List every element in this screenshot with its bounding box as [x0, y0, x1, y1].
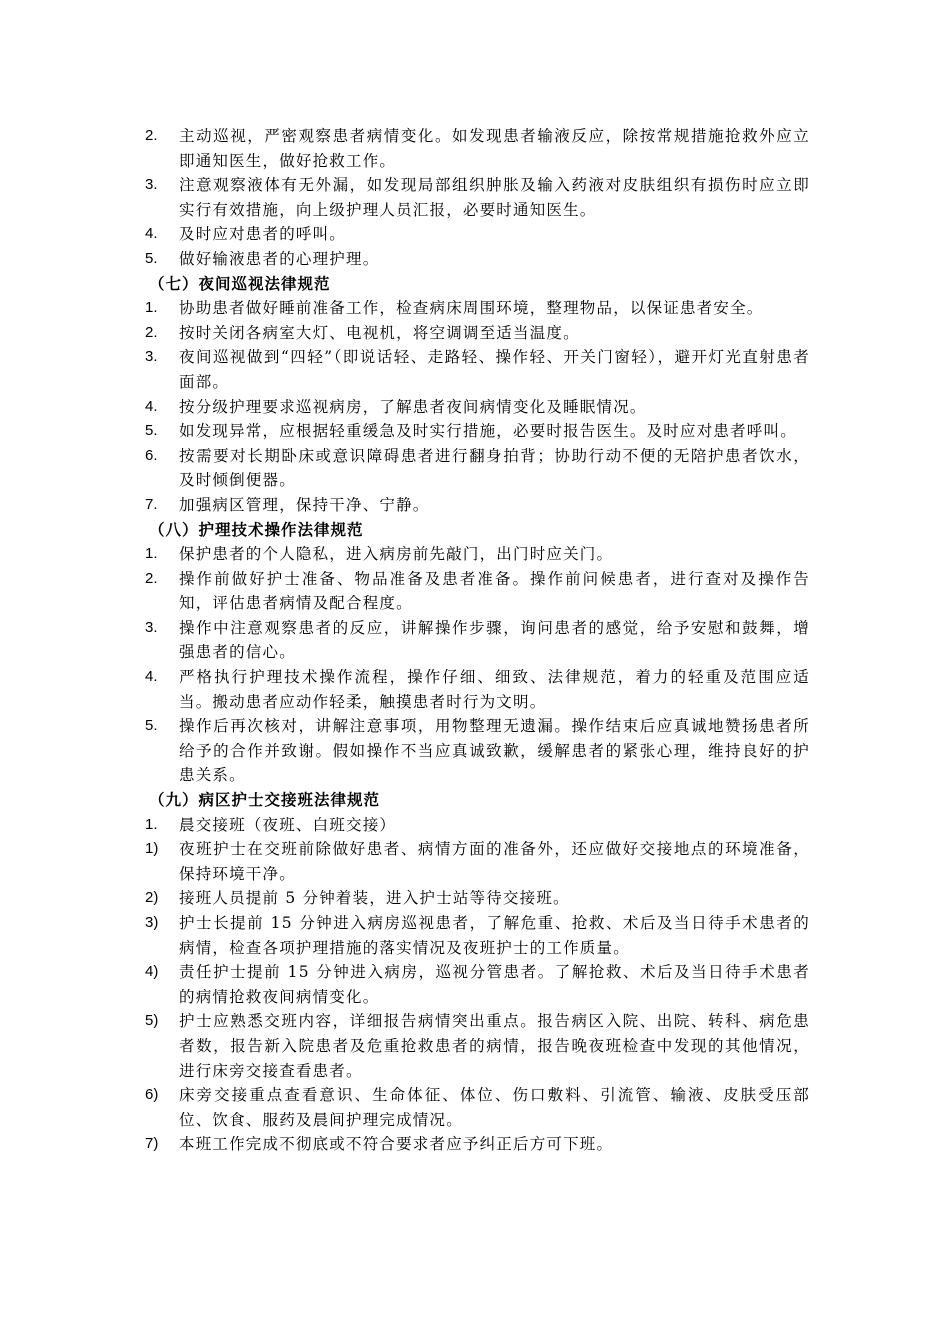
- list-item: [145, 665, 810, 714]
- item-text: 操作后再次核对，讲解注意事项，用物整理无遗漏。操作结束后应真诚地赞扬患者所给予的合作并致谢。假如操作不当应真诚致歉，缓解患者的紧张心理，维持良好的护患关系。: [179, 717, 810, 785]
- item-text: 加强病区管理，保持干净、宁静。: [179, 495, 430, 514]
- item-text: 操作前做好护士准备、物品准备及患者准备。操作前问候患者，进行查对及操作告知，评估患者病情及配合程度。: [179, 569, 810, 613]
- list-item: [145, 345, 810, 394]
- list-item: [145, 395, 810, 420]
- list-item: [145, 493, 810, 518]
- item-number: 7.: [145, 495, 158, 513]
- item-number: 3.: [145, 176, 158, 194]
- item-number: 4): [145, 963, 159, 981]
- section-shift-handover: [145, 788, 810, 1157]
- list-item: [145, 1132, 810, 1157]
- section-heading: （八）护理技术操作法律规范: [149, 520, 364, 539]
- item-number: 2.: [145, 323, 158, 341]
- section-heading: （九）病区护士交接班法律规范: [149, 791, 381, 810]
- list-item: [145, 960, 810, 1009]
- item-text: 保护患者的个人隐私，进入病房前先敲门，出门时应关门。: [179, 545, 614, 564]
- item-text: 做好输液患者的心理护理。: [179, 249, 380, 268]
- item-number: 5): [145, 1012, 159, 1030]
- item-number: 2.: [145, 127, 158, 144]
- document-body: [145, 124, 810, 1157]
- item-number: 6.: [145, 446, 158, 464]
- item-number: 1.: [145, 299, 158, 317]
- list-item: [145, 321, 810, 346]
- list-item: [145, 444, 810, 493]
- item-text: 操作中注意观察患者的反应，讲解操作步骤，询问患者的感觉，给予安慰和鼓舞，增强患者的信心。: [179, 618, 810, 662]
- item-text: 接班人员提前 5 分钟着装，进入护士站等待交接班。: [179, 889, 570, 908]
- list-item: [145, 714, 810, 788]
- list-item: [145, 616, 810, 665]
- item-text: 严格执行护理技术操作流程，操作仔细、细致、法律规范，着力的轻重及范围应适当。搬动患者应动作轻柔，触摸患者时行为文明。: [179, 668, 810, 711]
- list-item: [145, 567, 810, 616]
- item-number: 3.: [145, 618, 158, 636]
- list-item: [145, 419, 810, 444]
- item-number: 4.: [145, 397, 158, 415]
- item-number: 2.: [145, 569, 158, 587]
- section-heading: （七）夜间巡视法律规范: [149, 274, 331, 293]
- list-item: [145, 911, 810, 960]
- item-number: 1): [145, 840, 159, 858]
- item-text: 按需要对长期卧床或意识障碍患者进行翻身拍背；协助行动不便的无陪护患者饮水，及时倾倒便器。: [179, 446, 810, 490]
- item-text: 护士长提前 15 分钟进入病房巡视患者，了解危重、抢救、术后及当日待手术患者的病情，检查各项护理措施的落实情况及夜班护士的工作质量。: [179, 914, 810, 957]
- item-text: 注意观察液体有无外漏，如发现局部组织肿胀及输入药液对皮肤组织有损伤时应立即实行有效措施，向上级护理人员汇报，必要时通知医生。: [179, 176, 810, 219]
- item-text: 本班工作完成不彻底或不符合要求者应予纠正后方可下班。: [179, 1135, 614, 1154]
- item-text: 夜班护士在交班前除做好患者、病情方面的准备外，还应做好交接地点的环境准备，保持环境干净。: [179, 840, 810, 883]
- item-number: 1.: [145, 545, 158, 563]
- item-text: 及时应对患者的呼叫。: [179, 225, 347, 244]
- item-number: 4.: [145, 668, 158, 686]
- item-text: 按分级护理要求巡视病房，了解患者夜间病情变化及睡眠情况。: [179, 397, 647, 416]
- item-number: 4.: [145, 225, 158, 243]
- item-number: 5.: [145, 422, 158, 440]
- item-text: 协助患者做好睡前准备工作，检查病床周围环境，整理物品，以保证患者安全。: [179, 299, 764, 318]
- item-number: 3): [145, 914, 159, 931]
- section-night-patrol: [145, 272, 810, 518]
- list-item: [145, 813, 810, 838]
- item-number: 1.: [145, 815, 158, 833]
- item-text: 晨交接班（夜班、白班交接）: [179, 815, 397, 834]
- list-item: [145, 296, 810, 321]
- list-item: [145, 247, 810, 272]
- item-text: 护士应熟悉交班内容，详细报告病情突出重点。报告病区入院、出院、转科、病危患者数，报告新入院患者及危重抢救患者的病情，报告晚夜班检查中发现的其他情况，进行床旁交接查看患者。: [179, 1012, 810, 1080]
- item-text: 责任护士提前 15 分钟进入病房，巡视分管患者。了解抢救、术后及当日待手术患者的病情抢救夜间病情变化。: [179, 963, 810, 1006]
- item-number: 6): [145, 1086, 159, 1104]
- item-number: 5.: [145, 717, 158, 735]
- list-item: [145, 222, 810, 247]
- item-text: 按时关闭各病室大灯、电视机，将空调调至适当温度。: [179, 323, 580, 342]
- section-nursing-operation: [145, 518, 810, 789]
- list-item: [145, 1083, 810, 1132]
- item-number: 7): [145, 1135, 159, 1153]
- list-item: [145, 1009, 810, 1083]
- list-item: [145, 837, 810, 886]
- list-item: [145, 124, 810, 173]
- section-previous: [145, 124, 810, 272]
- item-text: 如发现异常，应根据轻重缓急及时实行措施，必要时报告医生。及时应对患者呼叫。: [179, 422, 797, 441]
- item-number: 2): [145, 889, 159, 907]
- list-item: [145, 886, 810, 911]
- list-item: [145, 542, 810, 567]
- item-text: 床旁交接重点查看意识、生命体征、体位、伤口敷料、引流管、输液、皮肤受压部位、饮食、服药及晨间护理完成情况。: [179, 1086, 810, 1129]
- item-number: 5.: [145, 249, 158, 267]
- item-number: 3.: [145, 348, 158, 366]
- list-item: [145, 173, 810, 222]
- item-text: 主动巡视，严密观察患者病情变化。如发现患者输液反应，除按常规措施抢救外应立即通知医生，做好抢救工作。: [179, 127, 810, 170]
- item-text: 夜间巡视做到“四轻”（即说话轻、走路轻、操作轻、开关门窗轻），避开灯光直射患者面部。: [179, 348, 810, 391]
